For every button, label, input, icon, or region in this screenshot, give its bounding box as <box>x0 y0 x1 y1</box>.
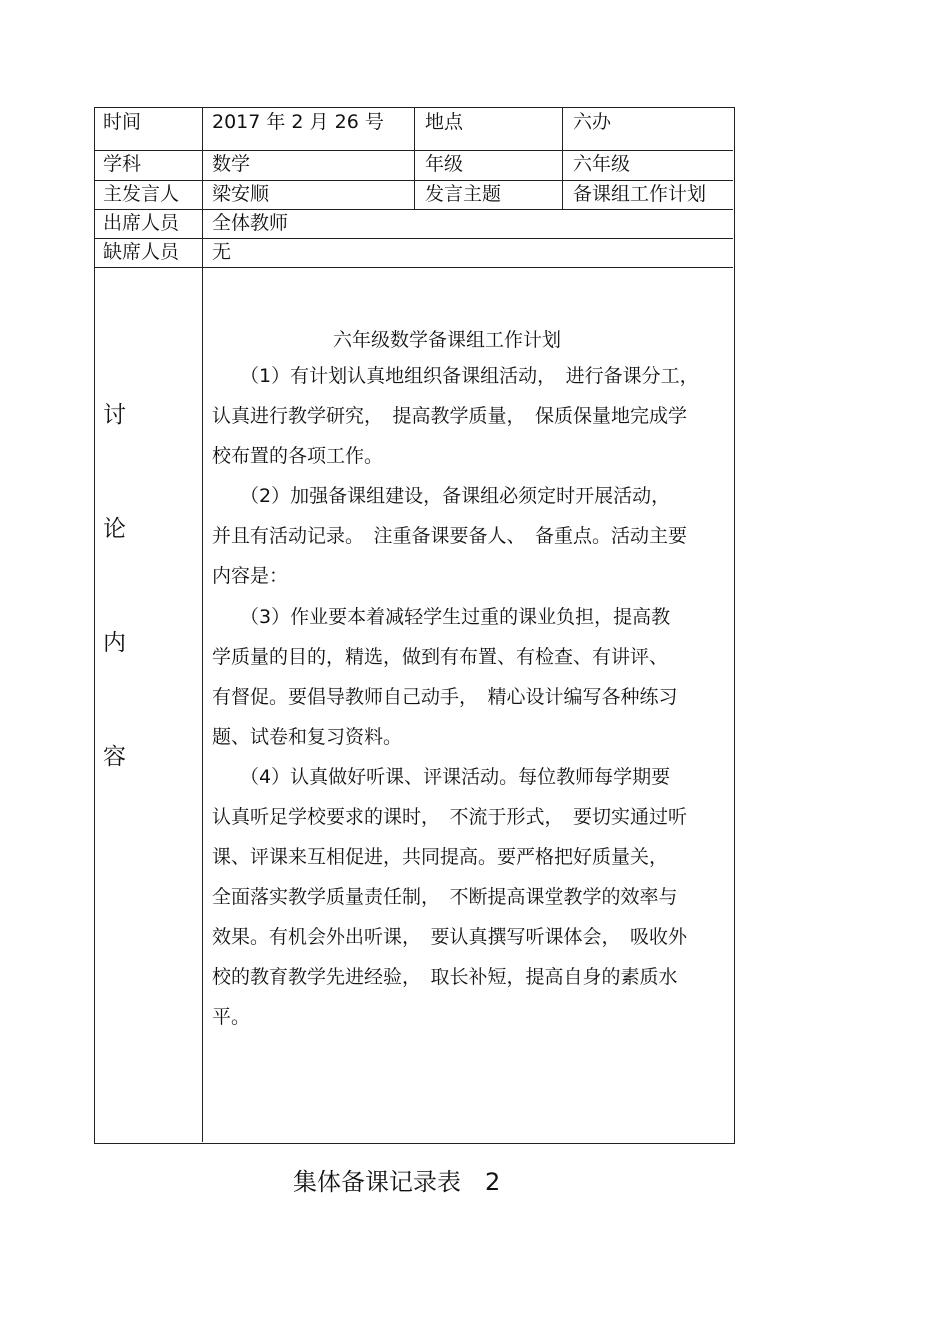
time-label: 时间 <box>103 111 142 133</box>
place-value: 六办 <box>573 111 612 133</box>
topic-label: 发言主题 <box>425 183 502 205</box>
plan-paragraph-3 <box>212 597 727 757</box>
text-line: （2）加强备课组建设，备课组必须定时开展活动， <box>240 485 671 507</box>
side-label-char: 内 <box>103 630 126 656</box>
text-line: 效果。有机会外出听课， 要认真撰写听课体会， 吸收外 <box>212 926 688 948</box>
row-divider <box>95 238 733 239</box>
text-line: 平。 <box>212 1006 251 1028</box>
grade-label: 年级 <box>425 153 464 175</box>
text-line: 内容是： <box>212 565 289 587</box>
row-divider <box>95 267 733 268</box>
grade-value: 六年级 <box>573 153 631 175</box>
text-line: 学质量的目的，精选，做到有布置、有检查、有讲评、 <box>212 646 669 668</box>
text-line: 校布置的各项工作。 <box>212 445 384 467</box>
subject-value: 数学 <box>212 153 251 175</box>
text-line: 有督促。要倡导教师自己动手， 精心设计编写各种练习 <box>212 686 678 708</box>
attendees-label: 出席人员 <box>103 212 180 234</box>
time-value: 2017 年 2 月 26 号 <box>212 111 384 133</box>
text-line: 认真进行教学研究， 提高教学质量， 保质保量地完成学 <box>212 405 688 427</box>
column-divider <box>414 108 415 209</box>
plan-paragraph-2 <box>212 476 727 596</box>
text-line: （1）有计划认真地组织备课组活动， 进行备课分工， <box>240 365 699 387</box>
page-caption: 集体备课记录表 2 <box>293 1168 501 1196</box>
attendees-value: 全体教师 <box>212 212 289 234</box>
column-divider <box>202 108 203 1142</box>
absent-value: 无 <box>212 241 232 263</box>
record-table <box>94 107 735 1144</box>
text-line: 题、试卷和复习资料。 <box>212 726 403 748</box>
side-label-char: 论 <box>103 516 126 542</box>
text-line: （4）认真做好听课、评课活动。每位教师每学期要 <box>240 766 671 788</box>
speaker-label: 主发言人 <box>103 183 180 205</box>
absent-label: 缺席人员 <box>103 241 180 263</box>
text-line: 认真听足学校要求的课时， 不流于形式， 要切实通过听 <box>212 806 688 828</box>
plan-paragraph-4 <box>212 757 727 1037</box>
speaker-value: 梁安顺 <box>212 183 270 205</box>
row-divider <box>95 209 733 210</box>
text-line: （3）作业要本着减轻学生过重的课业负担，提高教 <box>240 606 671 628</box>
text-line: 课、评课来互相促进，共同提高。要严格把好质量关， <box>212 846 669 868</box>
plan-paragraph-1 <box>212 356 727 476</box>
column-divider <box>562 108 563 209</box>
side-label-char: 讨 <box>103 402 126 428</box>
place-label: 地点 <box>425 111 464 133</box>
text-line: 校的教育教学先进经验， 取长补短，提高自身的素质水 <box>212 966 678 988</box>
text-line: 并且有活动记录。 注重备课要备人、 备重点。活动主要 <box>212 525 688 547</box>
topic-value: 备课组工作计划 <box>573 183 707 205</box>
plan-title: 六年级数学备课组工作计划 <box>332 329 561 351</box>
subject-label: 学科 <box>103 153 142 175</box>
text-line: 全面落实教学质量责任制， 不断提高课堂教学的效率与 <box>212 886 678 908</box>
side-label-char: 容 <box>103 744 126 770</box>
